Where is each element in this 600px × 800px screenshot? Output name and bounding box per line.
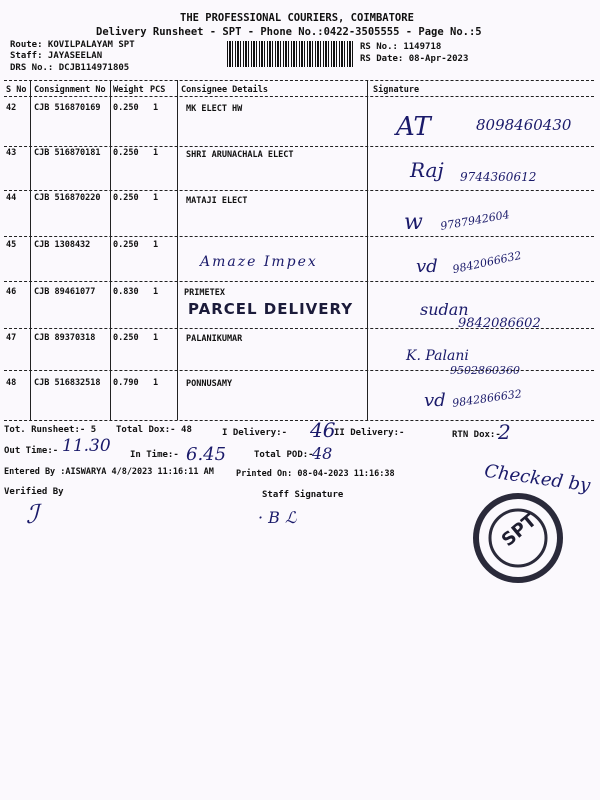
rs-date: RS Date: 08-Apr-2023 [360,54,469,64]
out-time-value: 11.30 [62,436,111,456]
col-divider [367,80,368,420]
row-sno: 43 [6,148,17,158]
row-weight: 0.790 [113,378,139,388]
row-divider [4,190,594,191]
total-dox: Total Dox:- 48 [116,425,192,435]
row-pcs: 1 [153,240,159,250]
col-divider [110,80,111,420]
row-pcs: 1 [153,103,159,113]
signature-phone: 9842066632 [451,248,523,277]
row-pcs: 1 [153,193,159,203]
signature-phone: 9842086602 [458,316,541,331]
row-consignee: PRIMETEX [184,288,225,298]
col-header-signature: Signature [373,85,420,95]
signature-scribble: K. Palani [406,348,469,364]
row-sno: 47 [6,333,17,343]
row-divider [4,370,594,371]
col-header-weight: Weight [113,85,144,95]
row-consignment-no: CJB 1308432 [34,240,91,250]
col-header-pcs: PCS [150,85,166,95]
staff-signature-label: Staff Signature [262,490,344,500]
rtn-dox-label: RTN Dox:- [452,430,501,440]
route-label: Route: KOVILPALAYAM SPT [10,40,135,50]
rs-number: RS No.: 1149718 [360,42,442,52]
signature-phone: 9787942604 [439,208,511,233]
signature-phone: 9842866632 [451,387,523,410]
signature-scribble: vd [416,256,438,277]
row-divider [4,236,594,237]
in-time-label: In Time:- [130,450,179,460]
row-sno: 45 [6,240,17,250]
row-consignee: SHRI ARUNACHALA ELECT [186,150,294,160]
total-pod-label: Total POD:- [254,450,314,460]
signature-phone: 8098460430 [476,116,572,134]
row-weight: 0.250 [113,103,139,113]
row-consignment-no: CJB 516870220 [34,193,101,203]
runsheet-title: Delivery Runsheet - SPT - Phone No.:0422-3505555 - Page No.:5 [96,26,482,38]
signature-phone: 9744360612 [460,170,537,184]
drs-number: DRS No.: DCJB114971805 [10,63,130,73]
verified-by-label: Verified By [4,487,64,497]
row-pcs: 1 [153,287,159,297]
total-pod-value: 48 [312,444,333,463]
ii-delivery-label: II Delivery:- [334,428,405,438]
row-weight: 0.250 [113,240,139,250]
row-weight: 0.830 [113,287,139,297]
i-delivery-value: 46 [310,418,336,442]
row-pcs: 1 [153,378,159,388]
row-sno: 48 [6,378,17,388]
row-consignee: PALANIKUMAR [186,334,243,344]
row-consignment-no: CJB 516832518 [34,378,101,388]
checked-by-handwriting: Checked by [483,460,592,497]
staff-signature: · B ℒ [258,508,297,527]
row-consignment-no: CJB 89370318 [34,333,96,343]
row-weight: 0.250 [113,193,139,203]
col-divider [30,80,31,420]
company-name: THE PROFESSIONAL COURIERS, COIMBATORE [180,12,414,24]
row-consignee: MATAJI ELECT [186,196,248,206]
row-weight: 0.250 [113,148,139,158]
entered-by: Entered By :AISWARYA 4/8/2023 11:16:11 AM [4,467,214,477]
row-divider [4,281,594,282]
in-time-value: 6.45 [186,444,227,465]
col-header-consignee: Consignee Details [181,85,268,95]
out-time-label: Out Time:- [4,446,59,456]
parcel-delivery-stamp: PARCEL DELIVERY [188,300,354,318]
row-weight: 0.250 [113,333,139,343]
signature-scribble: Raj [410,158,444,182]
row-sno: 42 [6,103,17,113]
row-consignment-no: CJB 516870181 [34,148,101,158]
barcode [227,41,355,67]
signature-scribble: AT [396,112,431,142]
row-pcs: 1 [153,148,159,158]
row-consignment-no: CJB 516870169 [34,103,101,113]
total-runsheet: Tot. Runsheet:- 5 [4,425,97,435]
table-top-rule [4,80,594,81]
row-consignee: PONNUSAMY [186,379,233,389]
printed-on: Printed On: 08-04-2023 11:16:38 [236,469,395,479]
row-sno: 44 [6,193,17,203]
round-stamp-text: SPT [497,510,541,551]
i-delivery-label: I Delivery:- [222,428,288,438]
staff-label: Staff: JAYASEELAN [10,51,103,61]
signature-scribble: vd [424,390,446,411]
row-sno: 46 [6,287,17,297]
signature-scribble: w [404,210,423,235]
verifier-signature: ℐ [26,500,39,530]
col-header-sno: S No [6,85,27,95]
row-divider [4,328,594,329]
rtn-dox-value: 2 [498,420,511,444]
signature-scribble: sudan [420,300,469,319]
row-consignee: MK ELECT HW [186,104,243,114]
handwritten-consignee: Amaze Impex [200,254,318,270]
table-header-rule [4,96,594,97]
col-divider [177,80,178,420]
row-pcs: 1 [153,333,159,343]
row-divider [4,146,594,147]
col-header-consignment: Consignment No [34,85,106,95]
signature-phone: 9502860360 [450,364,520,377]
row-consignment-no: CJB 89461077 [34,287,96,297]
